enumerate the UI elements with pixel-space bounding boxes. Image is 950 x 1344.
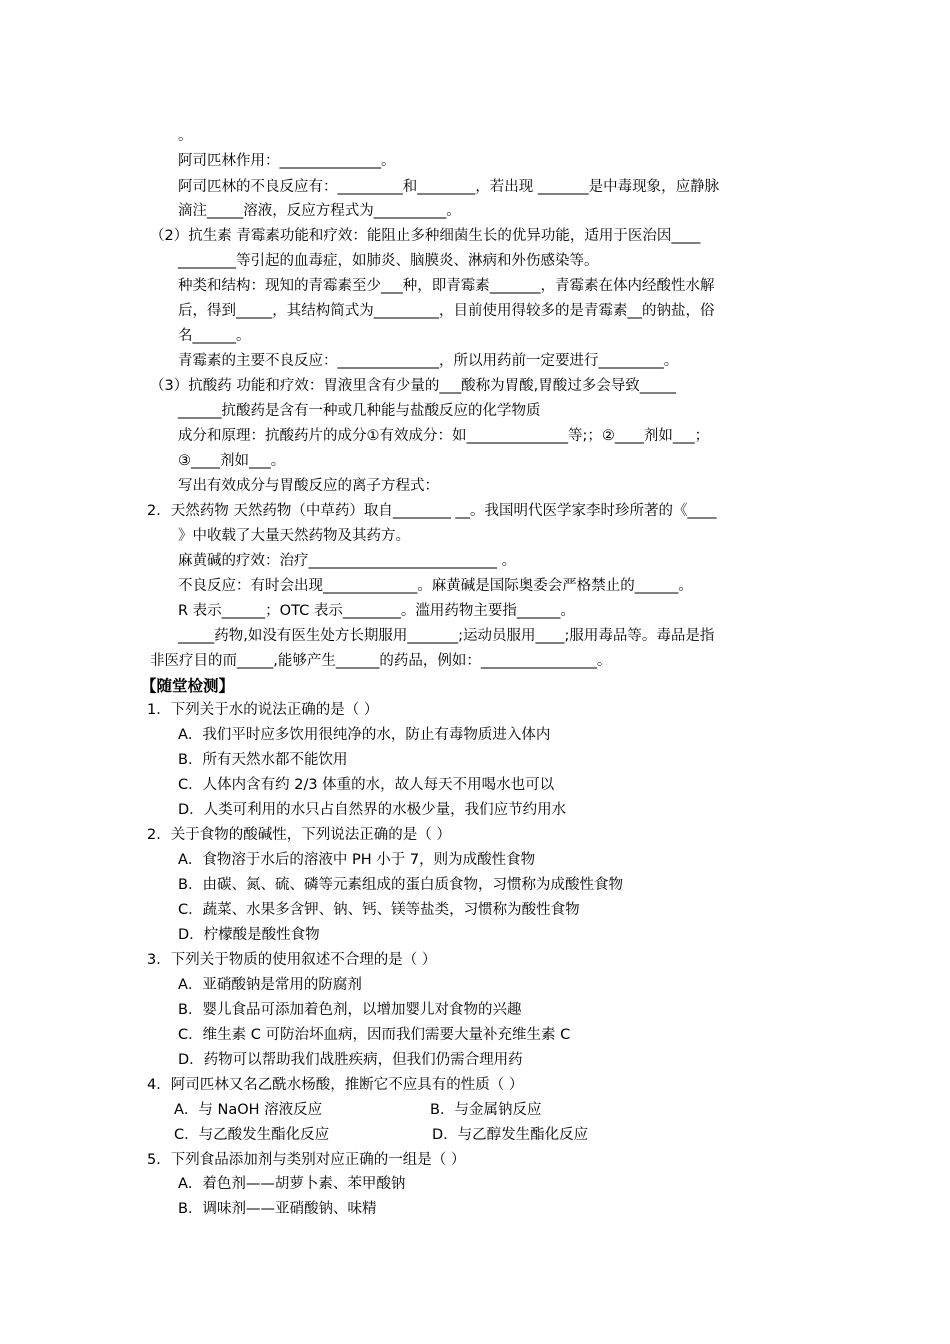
text-line: 不良反应：有时会出现_____________。麻黄碱是国际奥委会严格禁止的______。 <box>178 578 693 594</box>
answer-option: D．人类可利用的水只占自然界的水极少量，我们应节约用水 <box>178 802 567 818</box>
answer-option: B．与金属钠反应 <box>430 1102 542 1118</box>
text-line: （2）抗生素 青霉素功能和疗效：能阻止多种细菌生长的优异功能，适用于医治因____ <box>150 228 701 244</box>
answer-option: A．着色剂——胡萝卜素、苯甲酸钠 <box>178 1176 406 1192</box>
answer-option: D．柠檬酸是酸性食物 <box>178 927 320 943</box>
answer-option: B．由碳、氮、硫、磷等元素组成的蛋白质食物，习惯称为成酸性食物 <box>178 877 623 893</box>
text-line: 种类和结构：现知的青霉素至少___种，即青霉素_______，青霉素在体内经酸性水解 <box>178 278 715 294</box>
text-line: 》中收载了大量天然药物及其药方。 <box>178 528 410 544</box>
answer-option: C．人体内含有约 2/3 体重的水，故人每天不用喝水也可以 <box>178 777 555 793</box>
text-line: 麻黄碱的疗效：治疗__________________________ 。 <box>178 553 517 569</box>
text-line: 后，得到_____，其结构简式为_________，目前使用得较多的是青霉素__的钠盐，俗 <box>178 303 715 319</box>
answer-option: B．所有天然水都不能饮用 <box>178 752 348 768</box>
question-stem: 5．下列食品添加剂与类别对应正确的一组是（ ） <box>147 1152 466 1168</box>
text-line: 青霉素的主要不良反应：______________，所以用药前一定要进行_________。 <box>178 353 679 369</box>
answer-option: B．调味剂——亚硝酸钠、味精 <box>178 1201 377 1217</box>
text-line: 滴注_____溶液，反应方程式为__________。 <box>178 203 461 219</box>
text-line: 名______。 <box>178 328 251 344</box>
answer-option: A．食物溶于水后的溶液中 PH 小于 7，则为成酸性食物 <box>178 852 536 868</box>
question-stem: 1．下列关于水的说法正确的是（ ） <box>147 702 379 718</box>
answer-option: C．与乙酸发生酯化反应 <box>174 1127 330 1143</box>
text-line: _____药物,如没有医生处方长期服用_______;运动员服用____;服用毒品等。毒品是指 <box>178 628 715 644</box>
text-line: （3）抗酸药 功能和疗效：胃液里含有少量的___酸称为胃酸,胃酸过多会导致_____ <box>150 378 676 394</box>
answer-option: A．我们平时应多饮用很纯净的水，防止有毒物质进入体内 <box>178 727 551 743</box>
answer-option: D．药物可以帮助我们战胜疾病，但我们仍需合理用药 <box>178 1052 523 1068</box>
answer-option: A．亚硝酸钠是常用的防腐剂 <box>178 977 362 993</box>
answer-option: B．婴儿食品可添加着色剂，以增加婴儿对食物的兴趣 <box>178 1002 522 1018</box>
text-line: 阿司匹林的不良反应有：_________和________，若出现 _______是中毒现象，应静脉 <box>178 179 720 195</box>
text-line: 。 <box>178 128 193 144</box>
text-line: 写出有效成分与胃酸反应的离子方程式： <box>178 478 439 494</box>
text-line: 2．天然药物 天然药物（中草药）取自________ __。我国明代医学家李时珍所著的《____ <box>147 503 717 519</box>
text-line: ________等引起的血毒症，如肺炎、脑膜炎、淋病和外伤感染等。 <box>178 253 599 269</box>
text-line: ③____剂如___。 <box>178 453 286 469</box>
answer-option: D．与乙醇发生酯化反应 <box>432 1127 589 1143</box>
text-line: 阿司匹林作用：______________。 <box>178 153 396 169</box>
question-stem: 3．下列关于物质的使用叙述不合理的是（ ） <box>147 952 437 968</box>
question-stem: 4．阿司匹林又名乙酰水杨酸，推断它不应具有的性质（ ） <box>147 1077 524 1093</box>
question-stem: 2．关于食物的酸碱性，下列说法正确的是（ ） <box>147 827 451 843</box>
answer-option: C．蔬菜、水果多含钾、钠、钙、镁等盐类，习惯称为酸性食物 <box>178 902 580 918</box>
text-line: ______抗酸药是含有一种或几种能与盐酸反应的化学物质 <box>178 403 541 419</box>
text-line: 成分和原理：抗酸药片的成分①有效成分：如______________等;；②____剂如___； <box>178 428 710 444</box>
answer-option: C．维生素 C 可防治坏血病，因而我们需要大量补充维生素 C <box>178 1027 571 1043</box>
section-heading: 【随堂检测】 <box>141 677 235 695</box>
answer-option: A．与 NaOH 溶液反应 <box>174 1102 323 1118</box>
text-line: 非医疗目的而_____,能够产生______的药品，例如：________________。 <box>150 653 612 669</box>
text-line: R 表示______；OTC 表示________。滥用药物主要指______。 <box>178 603 575 619</box>
